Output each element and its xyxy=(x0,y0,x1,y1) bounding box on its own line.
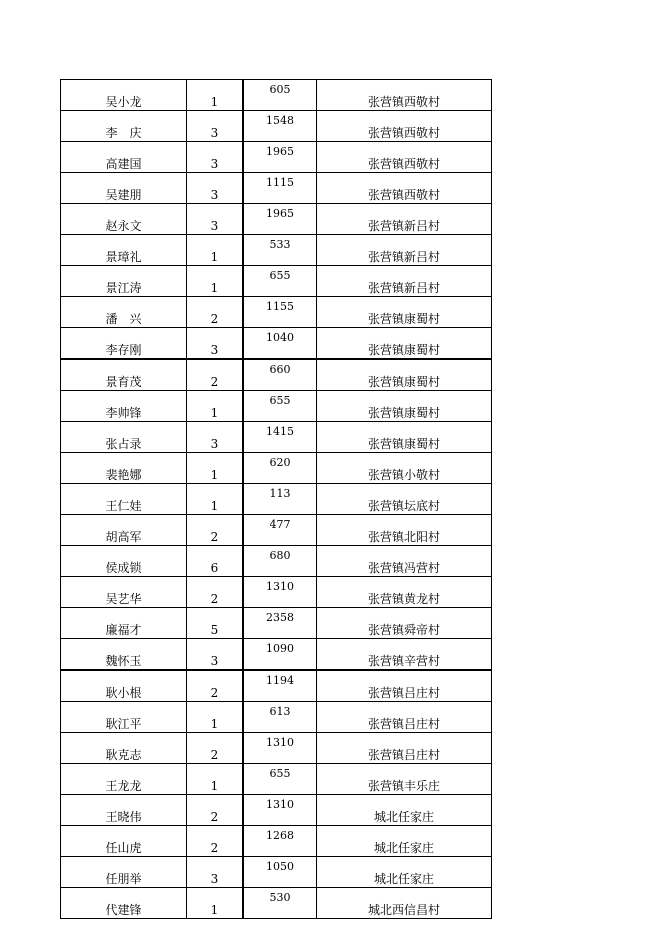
amount-cell: 1040 xyxy=(243,328,317,360)
amount-cell: 680 xyxy=(243,546,317,577)
table-row xyxy=(61,111,492,142)
count-cell: 5 xyxy=(187,608,244,639)
count-cell: 3 xyxy=(187,204,244,235)
table-row xyxy=(61,328,492,360)
address-cell: 张营镇黄龙村 xyxy=(317,577,492,608)
count-cell: 1 xyxy=(187,235,244,266)
count-cell: 2 xyxy=(187,795,244,826)
count-cell: 1 xyxy=(187,888,244,919)
count-cell: 1 xyxy=(187,453,244,484)
address-cell: 张营镇西敬村 xyxy=(317,173,492,204)
name-cell: 景璋礼 xyxy=(61,235,187,266)
amount-cell: 2358 xyxy=(243,608,317,639)
amount-cell: 655 xyxy=(243,391,317,422)
address-cell: 城北任家庄 xyxy=(317,857,492,888)
count-cell: 1 xyxy=(187,484,244,515)
name-cell: 耿江平 xyxy=(61,702,187,733)
table-row xyxy=(61,235,492,266)
amount-cell: 1965 xyxy=(243,142,317,173)
name-cell: 王龙龙 xyxy=(61,764,187,795)
name-cell: 廉福才 xyxy=(61,608,187,639)
amount-cell: 1965 xyxy=(243,204,317,235)
name-cell: 代建锋 xyxy=(61,888,187,919)
name-cell: 吴小龙 xyxy=(61,80,187,111)
amount-cell: 1310 xyxy=(243,795,317,826)
table-row xyxy=(61,764,492,795)
count-cell: 3 xyxy=(187,142,244,173)
amount-cell: 477 xyxy=(243,515,317,546)
count-cell: 2 xyxy=(187,297,244,328)
count-cell: 1 xyxy=(187,391,244,422)
table-row xyxy=(61,577,492,608)
data-table xyxy=(60,79,492,919)
address-cell: 张营镇康蜀村 xyxy=(317,391,492,422)
name-cell: 耿克志 xyxy=(61,733,187,764)
table-row xyxy=(61,608,492,639)
amount-cell: 1415 xyxy=(243,422,317,453)
address-cell: 张营镇西敬村 xyxy=(317,111,492,142)
amount-cell: 1268 xyxy=(243,826,317,857)
name-cell: 李帅锋 xyxy=(61,391,187,422)
table-row xyxy=(61,546,492,577)
name-cell: 景育茂 xyxy=(61,359,187,391)
table-row xyxy=(61,359,492,391)
table-row xyxy=(61,826,492,857)
address-cell: 张营镇吕庄村 xyxy=(317,702,492,733)
name-cell: 李 庆 xyxy=(61,111,187,142)
name-cell: 潘 兴 xyxy=(61,297,187,328)
address-cell: 张营镇康蜀村 xyxy=(317,297,492,328)
amount-cell: 655 xyxy=(243,764,317,795)
amount-cell: 113 xyxy=(243,484,317,515)
address-cell: 张营镇丰乐庄 xyxy=(317,764,492,795)
address-cell: 张营镇冯营村 xyxy=(317,546,492,577)
count-cell: 1 xyxy=(187,764,244,795)
count-cell: 2 xyxy=(187,733,244,764)
amount-cell: 613 xyxy=(243,702,317,733)
address-cell: 张营镇西敬村 xyxy=(317,142,492,173)
count-cell: 3 xyxy=(187,422,244,453)
name-cell: 任朋举 xyxy=(61,857,187,888)
amount-cell: 1090 xyxy=(243,639,317,671)
address-cell: 张营镇新吕村 xyxy=(317,204,492,235)
count-cell: 2 xyxy=(187,826,244,857)
address-cell: 张营镇康蜀村 xyxy=(317,328,492,360)
name-cell: 胡高军 xyxy=(61,515,187,546)
address-cell: 张营镇舜帝村 xyxy=(317,608,492,639)
table-row xyxy=(61,639,492,671)
amount-cell: 1050 xyxy=(243,857,317,888)
table-row xyxy=(61,702,492,733)
name-cell: 裴艳娜 xyxy=(61,453,187,484)
table-row xyxy=(61,204,492,235)
count-cell: 2 xyxy=(187,515,244,546)
count-cell: 6 xyxy=(187,546,244,577)
amount-cell: 1155 xyxy=(243,297,317,328)
name-cell: 侯成锁 xyxy=(61,546,187,577)
table-row xyxy=(61,484,492,515)
count-cell: 2 xyxy=(187,359,244,391)
address-cell: 张营镇坛底村 xyxy=(317,484,492,515)
name-cell: 景江涛 xyxy=(61,266,187,297)
count-cell: 1 xyxy=(187,80,244,111)
address-cell: 城北西信昌村 xyxy=(317,888,492,919)
name-cell: 吴建朋 xyxy=(61,173,187,204)
address-cell: 张营镇康蜀村 xyxy=(317,359,492,391)
address-cell: 张营镇辛营村 xyxy=(317,639,492,671)
name-cell: 魏怀玉 xyxy=(61,639,187,671)
name-cell: 任山虎 xyxy=(61,826,187,857)
address-cell: 张营镇西敬村 xyxy=(317,80,492,111)
table-row xyxy=(61,142,492,173)
name-cell: 李存刚 xyxy=(61,328,187,360)
name-cell: 吴艺华 xyxy=(61,577,187,608)
address-cell: 张营镇新吕村 xyxy=(317,266,492,297)
count-cell: 2 xyxy=(187,670,244,702)
address-cell: 城北任家庄 xyxy=(317,826,492,857)
count-cell: 1 xyxy=(187,702,244,733)
table-row xyxy=(61,453,492,484)
name-cell: 赵永文 xyxy=(61,204,187,235)
name-cell: 王仁娃 xyxy=(61,484,187,515)
table-body xyxy=(61,80,492,919)
table-row xyxy=(61,80,492,111)
table-row xyxy=(61,173,492,204)
table-row xyxy=(61,422,492,453)
amount-cell: 530 xyxy=(243,888,317,919)
table-row xyxy=(61,391,492,422)
amount-cell: 660 xyxy=(243,359,317,391)
count-cell: 3 xyxy=(187,639,244,671)
address-cell: 张营镇吕庄村 xyxy=(317,670,492,702)
table-row xyxy=(61,795,492,826)
address-cell: 张营镇吕庄村 xyxy=(317,733,492,764)
count-cell: 3 xyxy=(187,328,244,360)
count-cell: 3 xyxy=(187,111,244,142)
amount-cell: 1115 xyxy=(243,173,317,204)
address-cell: 张营镇小敬村 xyxy=(317,453,492,484)
amount-cell: 533 xyxy=(243,235,317,266)
amount-cell: 1548 xyxy=(243,111,317,142)
count-cell: 3 xyxy=(187,173,244,204)
table-row xyxy=(61,670,492,702)
address-cell: 张营镇康蜀村 xyxy=(317,422,492,453)
table-row xyxy=(61,266,492,297)
amount-cell: 655 xyxy=(243,266,317,297)
count-cell: 1 xyxy=(187,266,244,297)
amount-cell: 1310 xyxy=(243,733,317,764)
table-row xyxy=(61,733,492,764)
amount-cell: 620 xyxy=(243,453,317,484)
address-cell: 张营镇北阳村 xyxy=(317,515,492,546)
name-cell: 高建国 xyxy=(61,142,187,173)
table-row xyxy=(61,515,492,546)
name-cell: 耿小根 xyxy=(61,670,187,702)
count-cell: 3 xyxy=(187,857,244,888)
amount-cell: 605 xyxy=(243,80,317,111)
name-cell: 王晓伟 xyxy=(61,795,187,826)
name-cell: 张占录 xyxy=(61,422,187,453)
address-cell: 城北任家庄 xyxy=(317,795,492,826)
count-cell: 2 xyxy=(187,577,244,608)
address-cell: 张营镇新吕村 xyxy=(317,235,492,266)
amount-cell: 1194 xyxy=(243,670,317,702)
table-row xyxy=(61,888,492,919)
table-row xyxy=(61,857,492,888)
amount-cell: 1310 xyxy=(243,577,317,608)
table-row xyxy=(61,297,492,328)
